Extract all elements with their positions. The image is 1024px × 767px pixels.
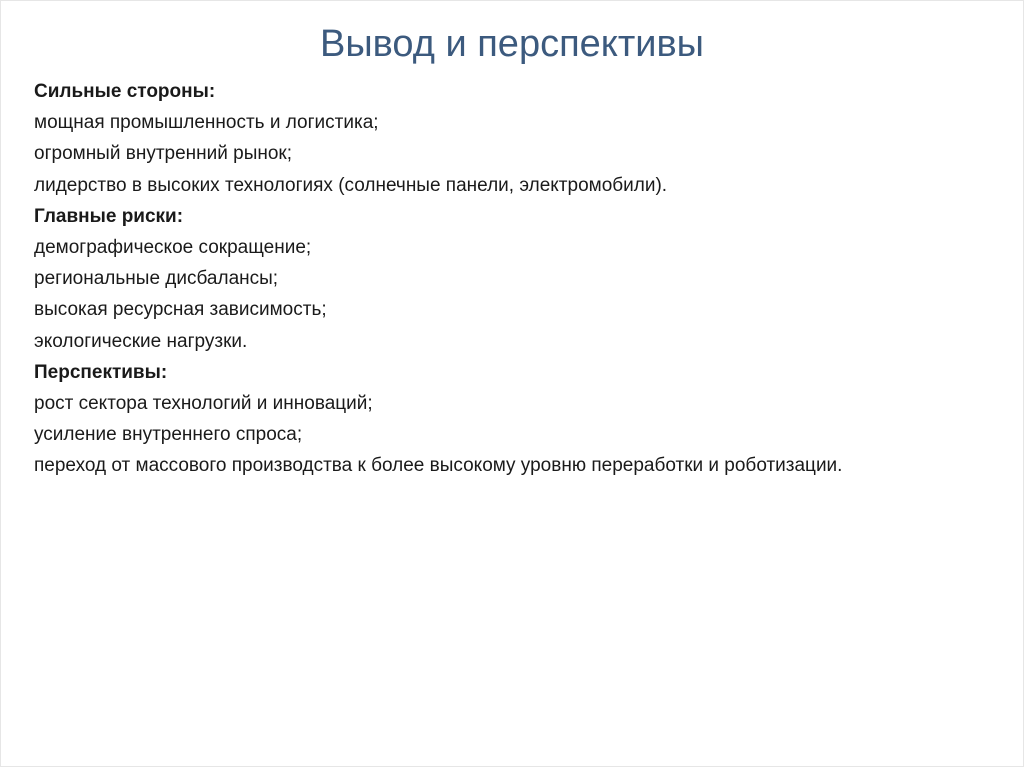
slide-title: Вывод и перспективы xyxy=(320,23,704,65)
section-risks xyxy=(34,201,934,357)
section-heading: Перспективы: xyxy=(34,361,168,383)
list-item: региональные дисбалансы; xyxy=(34,268,279,290)
section-prospects xyxy=(34,357,934,482)
list-item: переход от массового производства к более высокому уровню переработки и роботизации. xyxy=(34,455,843,477)
list-item: лидерство в высоких технологиях (солнечные панели, электромобили). xyxy=(34,174,668,196)
list-item: высокая ресурсная зависимость; xyxy=(34,299,327,321)
list-item: экологические нагрузки. xyxy=(34,330,248,352)
list-item: усиление внутреннего спроса; xyxy=(34,424,303,446)
list-item: мощная промышленность и логистика; xyxy=(34,112,379,134)
section-strengths xyxy=(34,76,934,201)
slide-content xyxy=(34,76,934,482)
list-item: огромный внутренний рынок; xyxy=(34,143,293,165)
section-heading: Главные риски: xyxy=(34,205,184,227)
list-item: рост сектора технологий и инноваций; xyxy=(34,393,373,415)
list-item: демографическое сокращение; xyxy=(34,237,312,259)
section-heading: Сильные стороны: xyxy=(34,81,216,102)
